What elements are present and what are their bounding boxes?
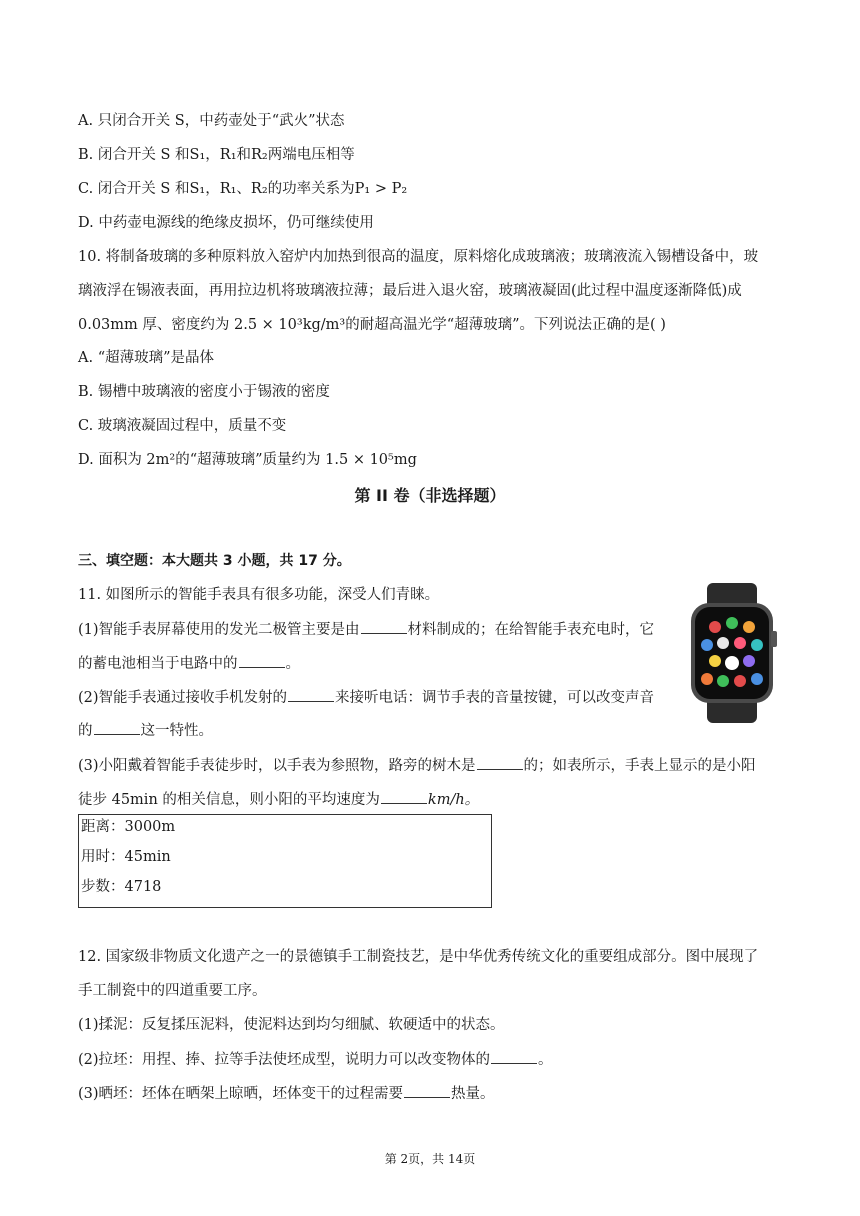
table-row-steps: 步数：4718 — [81, 879, 162, 895]
answer-blank — [361, 619, 407, 634]
answer-blank — [491, 1049, 537, 1064]
q12-part2 — [78, 1049, 553, 1070]
q11-part1-line2 — [78, 653, 300, 674]
q11-p1d: 。 — [285, 656, 300, 672]
q11-p2b: 来接听电话：调节手表的音量按键，可以改变声音 — [335, 690, 655, 706]
q9-option-b: B. 闭合开关 S 和S₁，R₁和R₂两端电压相等 — [78, 147, 355, 163]
q11-p1b: 材料制成的；在给智能手表充电时，它 — [407, 622, 655, 638]
q11-p3b: 的；如表所示，手表上显示的是小阳 — [523, 758, 756, 774]
q12-p2a: (2)拉坯：用捏、捧、拉等手法使坯成型，说明力可以改变物体的 — [78, 1052, 491, 1068]
q12-stem-line2: 手工制瓷中的四道重要工序。 — [78, 983, 267, 999]
q12-part1: (1)揉泥：反复揉压泥料，使泥料达到均匀细腻、软硬适中的状态。 — [78, 1017, 505, 1033]
q11-p2c: 的 — [78, 723, 93, 739]
q11-p2d: 这一特性。 — [140, 723, 213, 739]
q11-part2-line2 — [78, 720, 213, 741]
part2-title: 第 II 卷（非选择题） — [354, 486, 506, 505]
q11-p3d: km/h。 — [427, 792, 480, 808]
q11-info-table — [78, 814, 492, 908]
q11-p3c: 徒步 45min 的相关信息，则小阳的平均速度为 — [78, 792, 380, 808]
q11-part3-line1 — [78, 755, 756, 776]
q12-p3b: 热量。 — [451, 1086, 495, 1102]
q11-part1-line1 — [78, 619, 654, 640]
q9-option-d: D. 中药壶电源线的绝缘皮损坏，仍可继续使用 — [78, 215, 374, 231]
q10-stem-line3: 0.03mm 厚、密度约为 2.5 × 10³kg/m³的耐超高温光学“超薄玻璃”。下列说法正确的是( ) — [78, 317, 666, 333]
section3-heading: 三、填空题：本大题共 3 小题，共 17 分。 — [78, 553, 351, 569]
q11-p1a: (1)智能手表屏幕使用的发光二极管主要是由 — [78, 622, 360, 638]
q11-part3-line2 — [78, 789, 479, 810]
answer-blank — [404, 1083, 450, 1098]
q11-p1c: 的蓄电池相当于电路中的 — [78, 656, 238, 672]
answer-blank — [239, 653, 285, 668]
answer-blank — [477, 755, 523, 770]
q10-option-d: D. 面积为 2m²的“超薄玻璃”质量约为 1.5 × 10⁵mg — [78, 452, 417, 468]
table-row-time: 用时：45min — [81, 849, 171, 865]
answer-blank — [381, 789, 427, 804]
answer-blank — [94, 720, 140, 735]
q10-option-c: C. 玻璃液凝固过程中，质量不变 — [78, 418, 287, 434]
answer-blank — [288, 687, 334, 702]
q10-option-b: B. 锡槽中玻璃液的密度小于锡液的密度 — [78, 384, 330, 400]
page-footer: 第 2页，共 14页 — [384, 1152, 476, 1166]
q12-p2b: 。 — [538, 1052, 553, 1068]
q9-option-a: A. 只闭合开关 S，中药壶处于“武火”状态 — [78, 113, 345, 129]
q9-option-c: C. 闭合开关 S 和S₁，R₁、R₂的功率关系为P₁ > P₂ — [78, 181, 408, 197]
q11-part2-line1 — [78, 687, 654, 708]
q11-stem: 11. 如图所示的智能手表具有很多功能，深受人们青睐。 — [78, 587, 440, 603]
q10-option-a: A. “超薄玻璃”是晶体 — [78, 350, 215, 366]
table-row-distance: 距离：3000m — [81, 819, 176, 835]
q12-part3 — [78, 1083, 495, 1104]
q12-p3a: (3)晒坯：坯体在晒架上晾晒，坯体变干的过程需要 — [78, 1086, 404, 1102]
q10-stem-line2: 璃液浮在锡液表面，再用拉边机将玻璃液拉薄；最后进入退火窑，玻璃液凝固(此过程中温度逐渐降低)成 — [78, 283, 742, 299]
q10-stem-line1: 10. 将制备玻璃的多种原料放入窑炉内加热到很高的温度，原料熔化成玻璃液；玻璃液流入锡槽设备中，玻 — [78, 249, 759, 265]
q12-stem-line1: 12. 国家级非物质文化遗产之一的景德镇手工制瓷技艺，是中华优秀传统文化的重要组成部分。图中展现了 — [78, 949, 759, 965]
smartwatch-icon — [683, 583, 781, 723]
q11-p3a: (3)小阳戴着智能手表徒步时，以手表为参照物，路旁的树木是 — [78, 758, 476, 774]
q11-p2a: (2)智能手表通过接收手机发射的 — [78, 690, 288, 706]
